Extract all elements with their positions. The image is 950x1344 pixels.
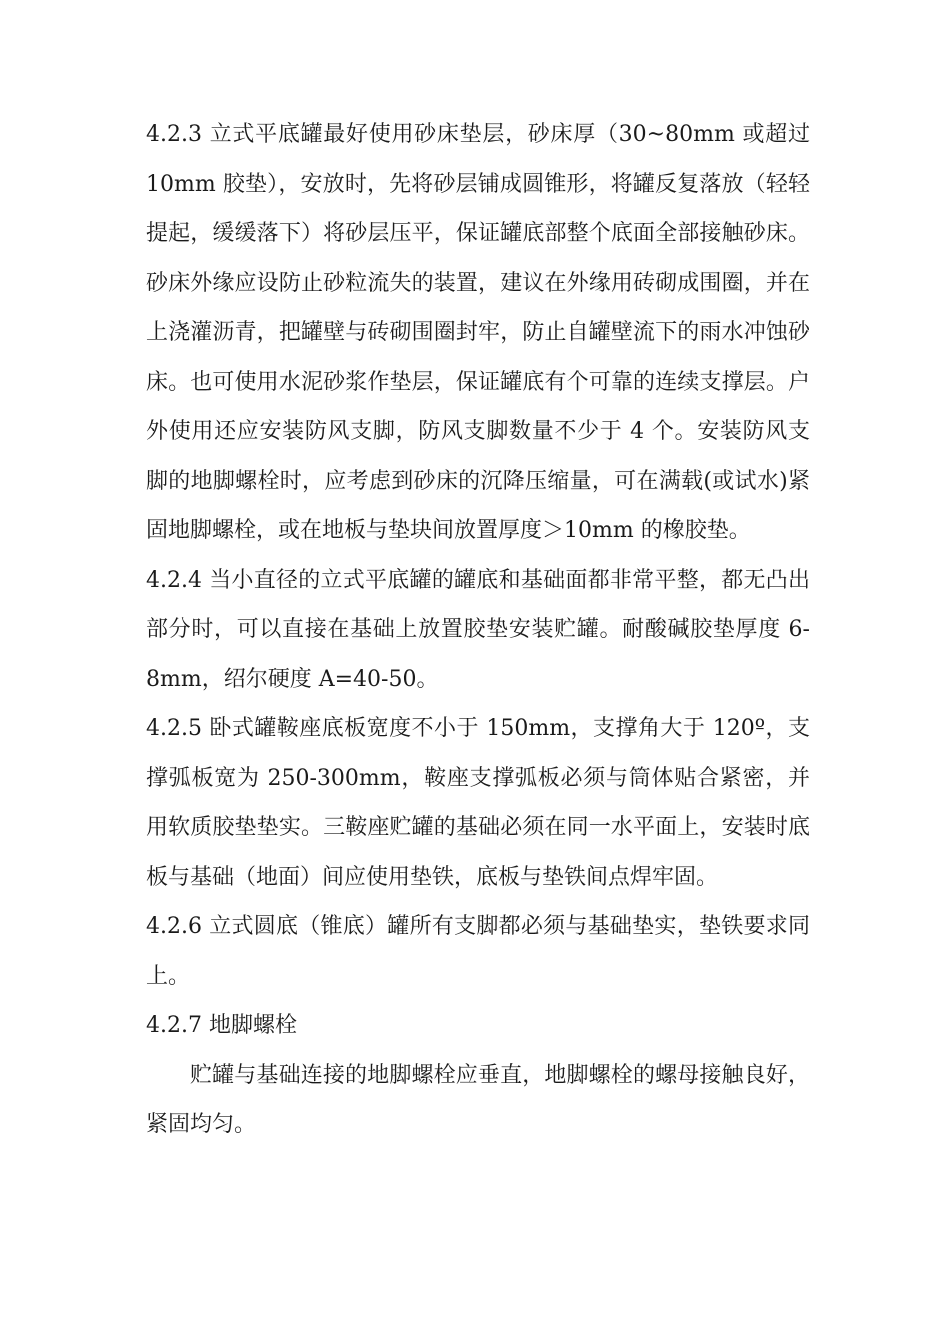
section-heading-4-2-7: 4.2.7 地脚螺栓 — [146, 1013, 297, 1038]
paragraph-4-2-3: 4.2.3 立式平底罐最好使用砂床垫层，砂床厚（30~80mm 或超过 10mm 胶垫），安放时，先将砂层铺成圆锥形，将罐反复落放（轻轻提起，缓缓落下）将砂层压平，保证罐底部整个底面全部接触砂床。砂床外缘应设防止砂粒流失的装置，建议在外缘用砖砌成围圈，并在上浇灌沥青，把罐壁与砖砌围圈封牢，防止自罐壁流下的雨水冲蚀砂床。也可使用水泥砂浆作垫层，保证罐底有个可靠的连续支撑层。户外使用还应安装防风支脚，防风支脚数量不少于 4 个。安装防风支脚的地脚螺栓时，应考虑到砂床的沉降压缩量，可在满载(或试水)紧固地脚螺栓，或在地板与垫块间放置厚度＞10mm 的橡胶垫。 — [146, 122, 810, 543]
paragraph-4-2-7-body: 贮罐与基础连接的地脚螺栓应垂直，地脚螺栓的螺母接触良好，紧固均匀。 — [146, 1062, 810, 1137]
paragraph-4-2-5: 4.2.5 卧式罐鞍座底板宽度不小于 150mm，支撑角大于 120º，支撑弧板宽为 250-300mm，鞍座支撑弧板必须与筒体贴合紧密，并用软质胶垫垫实。三鞍座贮罐的基础必须在同一水平面上，安装时底板与基础（地面）间应使用垫铁，底板与垫铁间点焊牢固。 — [146, 716, 810, 890]
paragraph-4-2-6: 4.2.6 立式圆底（锥底）罐所有支脚都必须与基础垫实，垫铁要求同上。 — [146, 914, 810, 989]
paragraph-4-2-4: 4.2.4 当小直径的立式平底罐的罐底和基础面都非常平整，都无凸出部分时，可以直接在基础上放置胶垫安装贮罐。耐酸碱胶垫厚度 6-8mm，绍尔硬度 A=40-50。 — [146, 567, 810, 692]
document-body — [146, 110, 810, 1150]
